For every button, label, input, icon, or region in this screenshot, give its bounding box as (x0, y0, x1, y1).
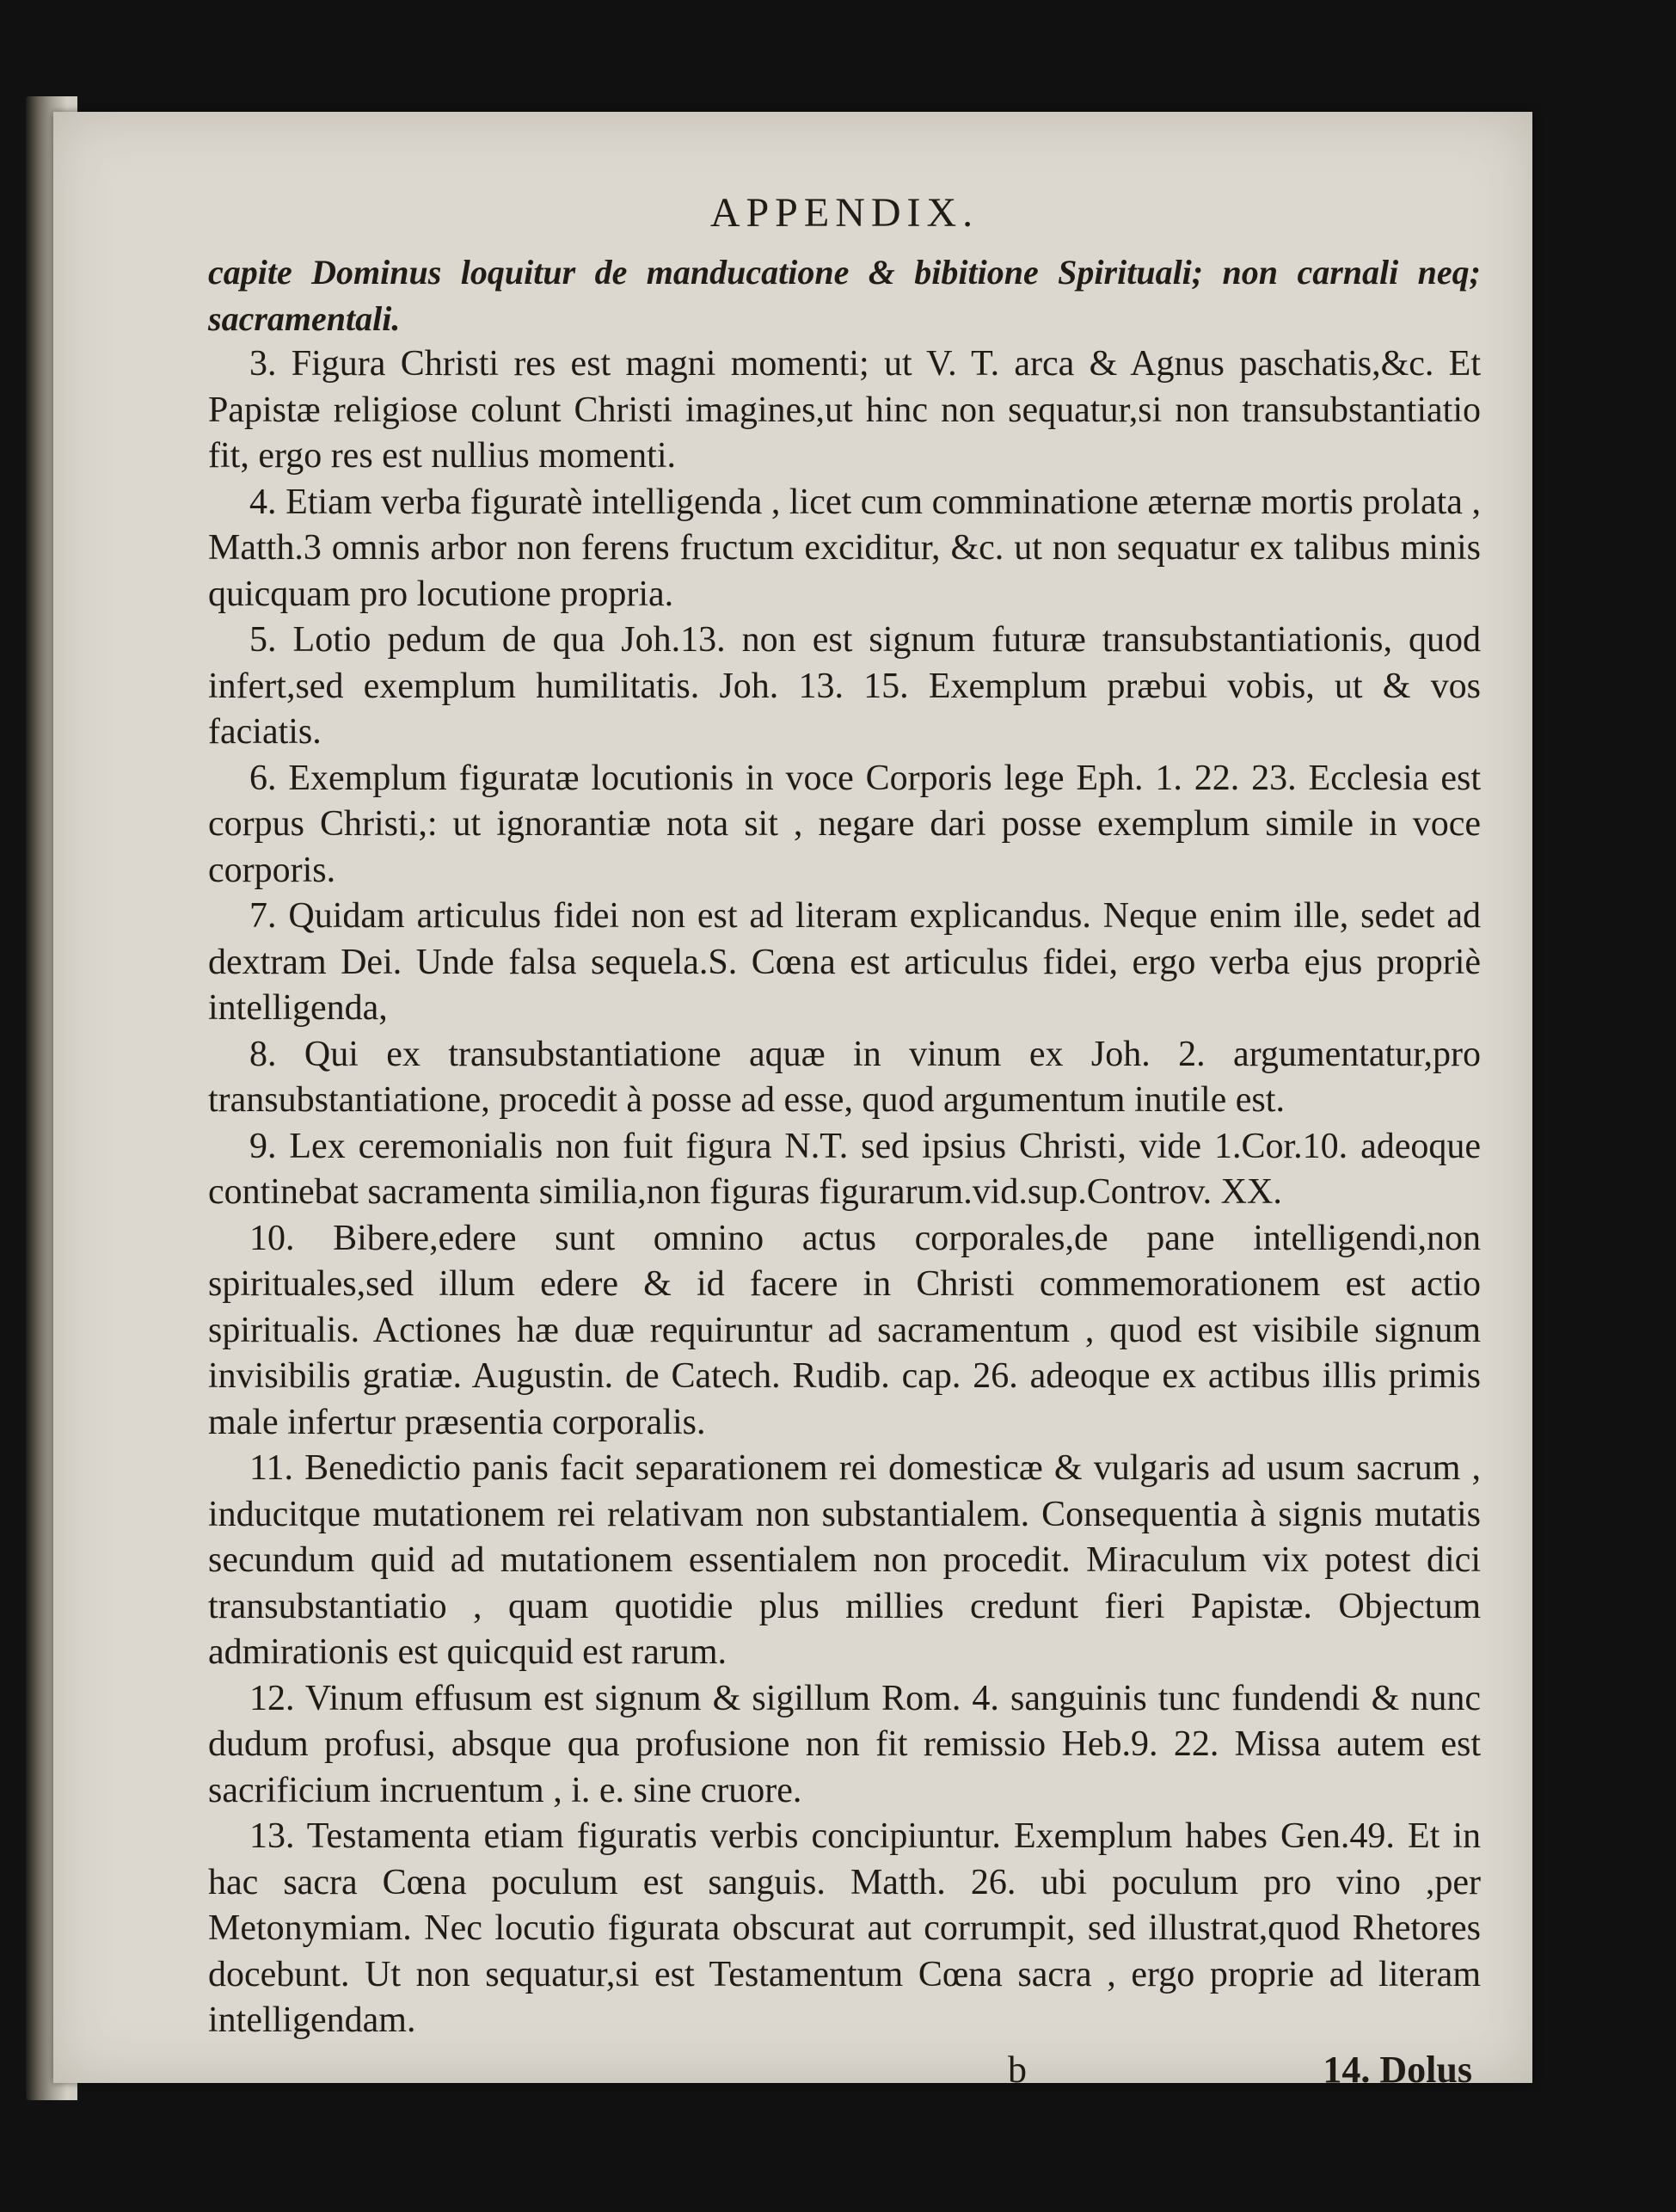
book-page (53, 112, 1532, 2091)
page-footer (208, 2048, 1481, 2099)
catchword: 14. Dolus (1323, 2048, 1472, 2091)
paragraph-3: 3. Figura Christi res est magni momenti; ut V. T. arca & Agnus paschatis,&c. Et Papistæ religiose colunt Christi imagines,ut hinc non sequatur,si non transubstantiatio fit, ergo res est nullius momenti. (208, 344, 1481, 476)
paragraph-10: 10. Bibere,edere sunt omnino actus corporales,de pane intelligendi,non spirituales,sed illum edere & id facere in Christi commemorationem est actio spiritualis. Actiones hæ duæ requiruntur ad sacramentum , quod est visibile signum invisibilis gratiæ. Augustin. de Catech. Rudib. cap. 26. adeoque ex actibus illis primis male infertur præsentia corporalis. (208, 1218, 1481, 1442)
page-content (208, 189, 1481, 2099)
paragraph-11: 11. Benedictio panis facit separationem rei domesticæ & vulgaris ad usum sacrum , inducitque mutationem rei relativam non substantialem. Consequentia à signis mutatis secundum quid ad mutationem essentialem non procedit. Miraculum vix potest dici transubstantiatio , quam quotidie plus millies credunt fieri Papistæ. Objectum admirationis est quicquid est rarum. (208, 1448, 1481, 1672)
paragraph-4: 4. Etiam verba figuratè intelligenda , licet cum comminatione æternæ mortis prolata , Matth.3 omnis arbor non ferens fructum exciditur, &c. ut non sequatur ex talibus minis quicquam pro locutione propria. (208, 482, 1481, 614)
paragraph-13: 13. Testamenta etiam figuratis verbis concipiuntur. Exemplum habes Gen.49. Et in hac sacra Cœna poculum est sanguis. Matth. 26. ubi poculum pro vino ,per Metonymiam. Nec locutio figurata obscurat aut corrumpit, sed illustrat,quod Rhetores docebunt. Ut non sequatur,si est Testamentum Cœna sacra , ergo proprie ad literam intelligendam. (208, 1816, 1481, 2040)
paragraph-7: 7. Quidam articulus fidei non est ad literam explicandus. Neque enim ille, sedet ad dextram Dei. Unde falsa sequela.S. Cœna est articulus fidei, ergo verba ejus propriè intelligenda, (208, 896, 1481, 1028)
signature-mark: b (1008, 2048, 1027, 2091)
paragraph-8: 8. Qui ex transubstantiatione aquæ in vinum ex Joh. 2. argumentatur,pro transubstantiatione, procedit à posse ad esse, quod argumentum inutile est. (208, 1034, 1481, 1120)
paragraph-9: 9. Lex ceremonialis non fuit figura N.T. sed ipsius Christi, vide 1.Cor.10. adeoque continebat sacramenta similia,non figuras figurarum.vid.sup.Controv. XX. (208, 1126, 1481, 1212)
paragraph-continuation: capite Dominus loquitur de manducatione & bibitione Spirituali; non carnali neq; sacramentali. (208, 253, 1481, 338)
paragraph-12: 12. Vinum effusum est signum & sigillum Rom. 4. sanguinis tunc fundendi & nunc dudum profusi, absque qua profusione non fit remissio Heb.9. 22. Missa autem est sacrificium incruentum , i. e. sine cruore. (208, 1678, 1481, 1810)
paragraph-5: 5. Lotio pedum de qua Joh.13. non est signum futuræ transubstantiationis, quod infert,sed exemplum humilitatis. Joh. 13. 15. Exemplum præbui vobis, ut & vos faciatis. (208, 620, 1481, 752)
paragraph-6: 6. Exemplum figuratæ locutionis in voce Corporis lege Eph. 1. 22. 23. Ecclesia est corpus Christi,: ut ignorantiæ nota sit , negare dari posse exemplum simile in voce corporis. (208, 758, 1481, 890)
running-head: APPENDIX. (709, 190, 979, 236)
